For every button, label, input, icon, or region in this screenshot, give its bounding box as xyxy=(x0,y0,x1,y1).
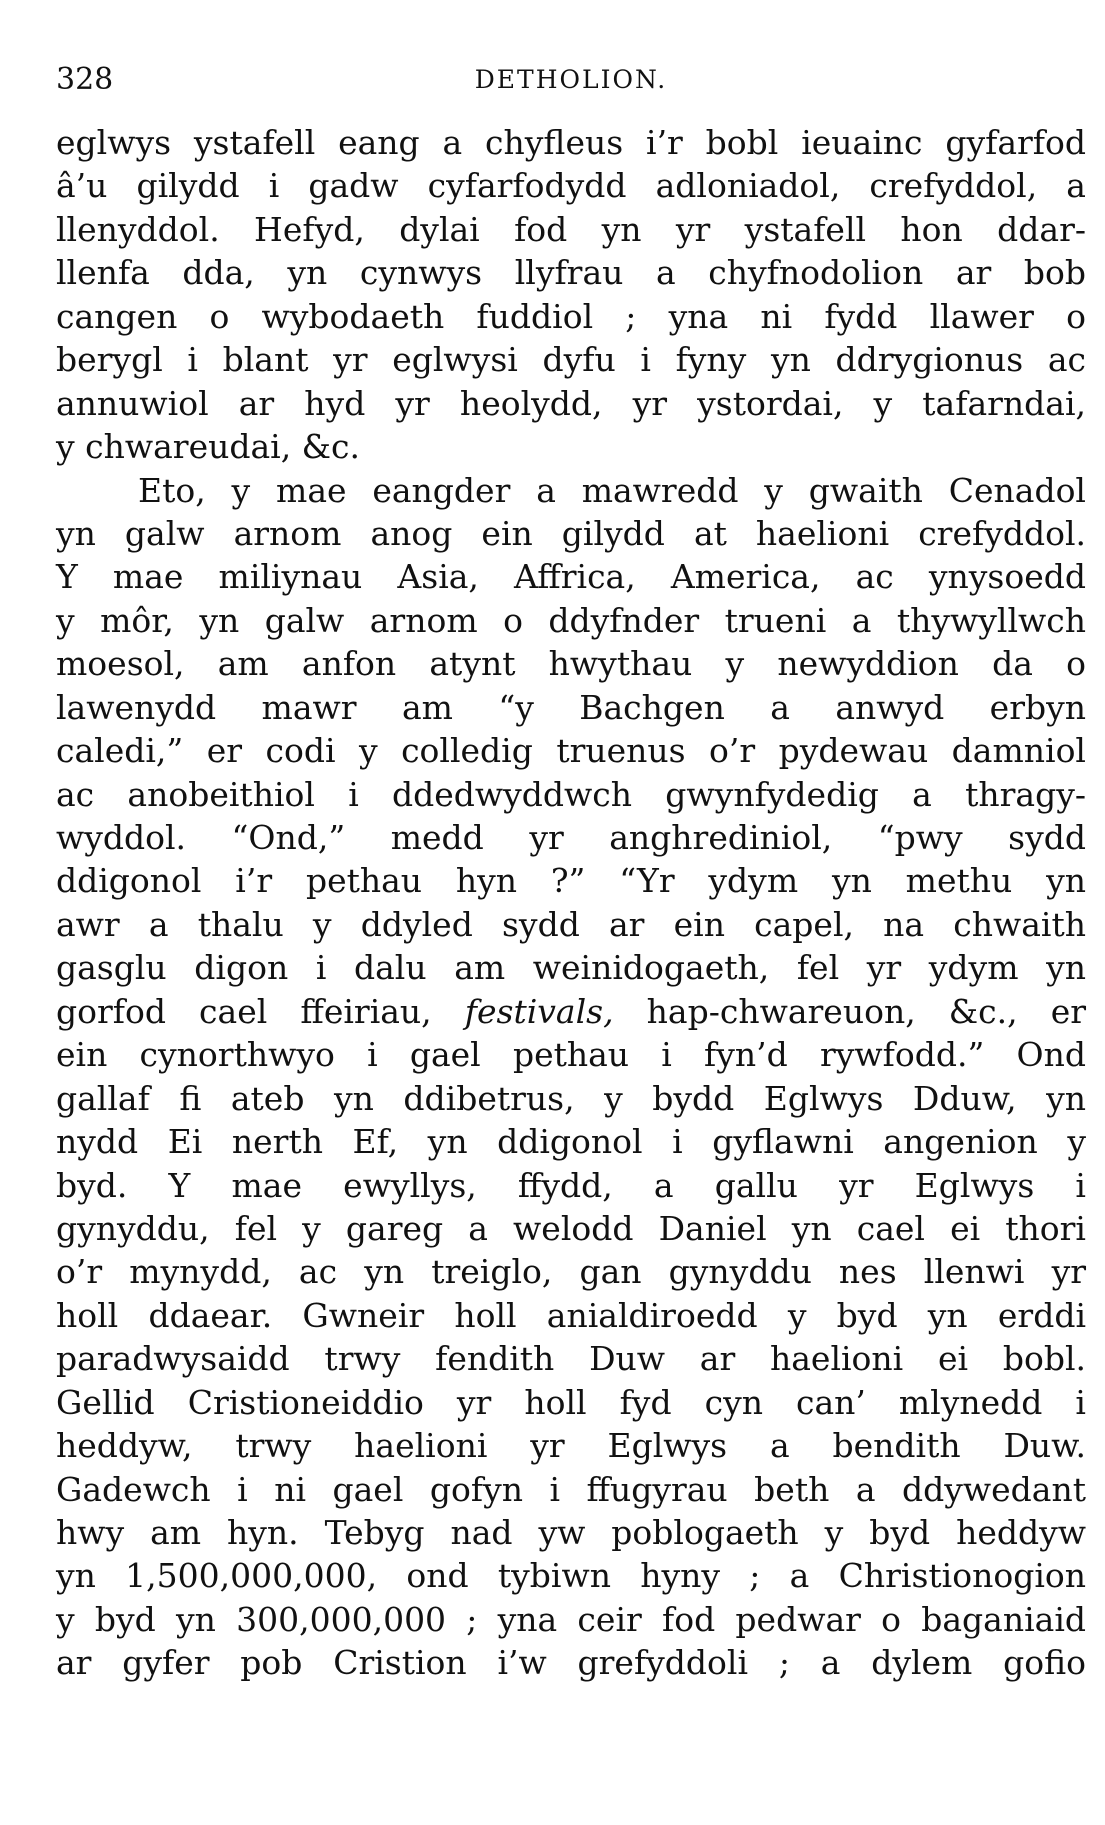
text-line: y môr, yn galw arnom o ddyfnder trueni a thywyllwch xyxy=(56,600,1086,640)
text-line: ac anobeithiol i ddedwyddwch gwynfydedig a thragy- xyxy=(56,774,1086,814)
text-line: y byd yn 300,000,000 ; yna ceir fod pedwar o baganiaid xyxy=(56,1599,1086,1639)
text-line: Gadewch i ni gael gofyn i ffugyrau beth a ddywedant xyxy=(56,1469,1086,1509)
text-line: paradwysaidd trwy fendith Duw ar haelioni ei bobl. xyxy=(56,1339,1086,1379)
text-line: gasglu digon i dalu am weinidogaeth, fel yr ydym yn xyxy=(56,948,1086,988)
text-line: ddigonol i’r pethau hyn ?” “Yr ydym yn methu yn xyxy=(56,861,1086,901)
text-line: moesol, am anfon atynt hwythau y newyddion da o xyxy=(56,644,1086,684)
text-line: y chwareudai, &c. xyxy=(56,427,361,467)
text-line: eglwys ystafell eang a chyfleus i’r bobl ieuainc gyfarfod xyxy=(56,123,1086,162)
text-line: llenfa dda, yn cynwys llyfrau a chyfnodolion ar bob xyxy=(56,253,1086,293)
page-number: 328 xyxy=(56,62,114,97)
text-line: Y mae miliynau Asia, Affrica, America, ac ynysoedd xyxy=(56,557,1086,597)
text-line: awr a thalu y ddyled sydd ar ein capel, na chwaith xyxy=(56,904,1086,944)
text-line: wyddol. “Ond,” medd yr anghrediniol, “pwy sydd xyxy=(56,818,1086,857)
text-line-mixed xyxy=(56,990,1086,1033)
text-line: Gellid Cristioneiddio yr holl fyd cyn can’ mlynedd i xyxy=(56,1382,1086,1422)
text-line: berygl i blant yr eglwysi dyfu i fyny yn ddrygionus ac xyxy=(56,340,1086,380)
text-line: cangen o wybodaeth fuddiol ; yna ni fydd llawer o xyxy=(56,296,1086,336)
text-line: gallaf fi ateb yn ddibetrus, y bydd Eglwys Dduw, yn xyxy=(56,1078,1086,1118)
running-title: DETHOLION. xyxy=(474,65,668,94)
text-line: annuwiol ar hyd yr heolydd, yr ystordai, y tafarndai, xyxy=(56,383,1086,423)
text-segment: gorfod cael ffeiriau, xyxy=(56,991,432,1031)
text-line: yn galw arnom anog ein gilydd at haelioni crefyddol. xyxy=(56,513,1086,553)
text-line: holl ddaear. Gwneir holl anialdiroedd y byd yn erddi xyxy=(56,1295,1086,1335)
text-line: hwy am hyn. Tebyg nad yw poblogaeth y byd heddyw xyxy=(56,1513,1086,1552)
text-line: caledi,” er codi y colledig truenus o’r pydewau damniol xyxy=(56,731,1086,771)
text-line: byd. Y mae ewyllys, ffydd, a gallu yr Eglwys i xyxy=(56,1165,1086,1205)
text-line: â’u gilydd i gadw cyfarfodydd adloniadol, crefyddol, a xyxy=(56,166,1086,206)
text-line: yn 1,500,000,000, ond tybiwn hyny ; a Christionogion xyxy=(56,1556,1086,1596)
text-line: o’r mynydd, ac yn treiglo, gan gynyddu nes llenwi yr xyxy=(56,1252,1086,1292)
text-line: heddyw, trwy haelioni yr Eglwys a bendith Duw. xyxy=(56,1426,1086,1466)
paragraph-first-line: Eto, y mae eangder a mawredd y gwaith Cenadol xyxy=(138,470,1086,510)
body-text xyxy=(56,121,1086,1685)
italic-term: festivals, xyxy=(464,991,614,1031)
page-header xyxy=(56,60,1086,100)
text-line: lawenydd mawr am “y Bachgen a anwyd erbyn xyxy=(56,687,1086,727)
text-line: ein cynorthwyo i gael pethau i fyn’d rywfodd.” Ond xyxy=(56,1035,1086,1075)
text-line: llenyddol. Hefyd, dylai fod yn yr ystafell hon ddar- xyxy=(56,209,1086,249)
text-line: ar gyfer pob Cristion i’w grefyddoli ; a dylem gofio xyxy=(56,1643,1086,1683)
text-line: gynyddu, fel y gareg a welodd Daniel yn cael ei thori xyxy=(56,1208,1086,1248)
text-segment: hap-chwareuon, &c., er xyxy=(646,991,1086,1031)
text-line: nydd Ei nerth Ef, yn ddigonol i gyflawni angenion y xyxy=(56,1122,1086,1162)
